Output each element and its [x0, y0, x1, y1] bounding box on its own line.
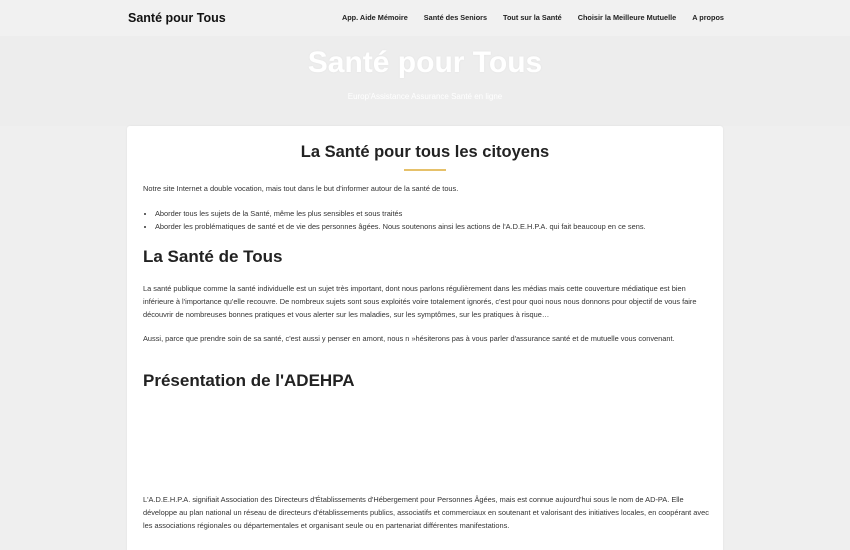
- section1-paragraph-2: Aussi, parce que prendre soin de sa santé, c'est aussi y penser en amont, nous n »hésiterons pas à vous parler d'assurance santé et de mutuelle vous convenant.: [143, 334, 675, 343]
- breadcrumb[interactable]: Europ'Assistance Assurance Santé en ligne: [347, 92, 503, 101]
- section2-paragraph-1: L'A.D.E.H.P.A. signifiait Association des Directeurs d'Établissements d'Hébergement pour Personnes Âgées, mais est connue aujourd'hui sous le nom de AD-PA. Elle développe au plan national un réseau de directeurs d'établissements publics, associatifs et commerciaux en soutenant et valorisant des initiatives locales, en coopérant avec les associations régionales ou départementales et organisant seule ou en partenariat différentes manifestations.: [143, 495, 709, 530]
- hero-title: Santé pour Tous: [307, 46, 543, 79]
- section-heading-sante-de-tous: La Santé de Tous: [143, 247, 283, 266]
- content-card: [127, 126, 723, 550]
- nav-item-aide-memoire[interactable]: App. Aide Mémoire: [341, 13, 408, 22]
- list-item: • Aborder les problématiques de santé et de vie des personnes âgées. Nous soutenons ainsi les actions de l'A.D.E.H.P.A. qui fait beaucoup en ce sens.: [155, 220, 707, 233]
- main-nav: [342, 13, 724, 22]
- intro-list: [155, 207, 707, 233]
- section-heading-adehpa: Présentation de l'ADEHPA: [143, 371, 355, 390]
- nav-item-mutuelle[interactable]: Choisir la Meilleure Mutuelle: [577, 13, 677, 22]
- nav-item-a-propos[interactable]: A propos: [692, 13, 724, 22]
- site-brand[interactable]: Santé pour Tous: [128, 11, 226, 25]
- intro-paragraph: Notre site Internet a double vocation, mais tout dans le but d'informer autour de la santé de tous.: [143, 184, 459, 193]
- nav-item-tout-sante[interactable]: Tout sur la Santé: [503, 13, 562, 22]
- title-underline: [404, 169, 446, 171]
- top-navbar: [0, 0, 850, 36]
- section1-paragraph-1: La santé publique comme la santé individuelle est un sujet très important, dont nous parlons régulièrement dans les médias mais cette couverture médiatique est bien inférieure à l'importance qu'elle recouvre. De nombreux sujets sont sous exploités voire totalement ignorés, c'est pour quoi nous nous donnons pour objectif de vous faire découvrir de nombreuses bonnes pratiques et vous alerter sur les maladies, sur les symptômes, sur les pratiques à risque…: [143, 284, 697, 319]
- hero-banner: [0, 36, 850, 126]
- nav-item-sante-seniors[interactable]: Santé des Seniors: [423, 13, 488, 22]
- list-item: • Aborder tous les sujets de la Santé, même les plus sensibles et sous traités: [155, 207, 707, 220]
- page-title: La Santé pour tous les citoyens: [300, 143, 550, 161]
